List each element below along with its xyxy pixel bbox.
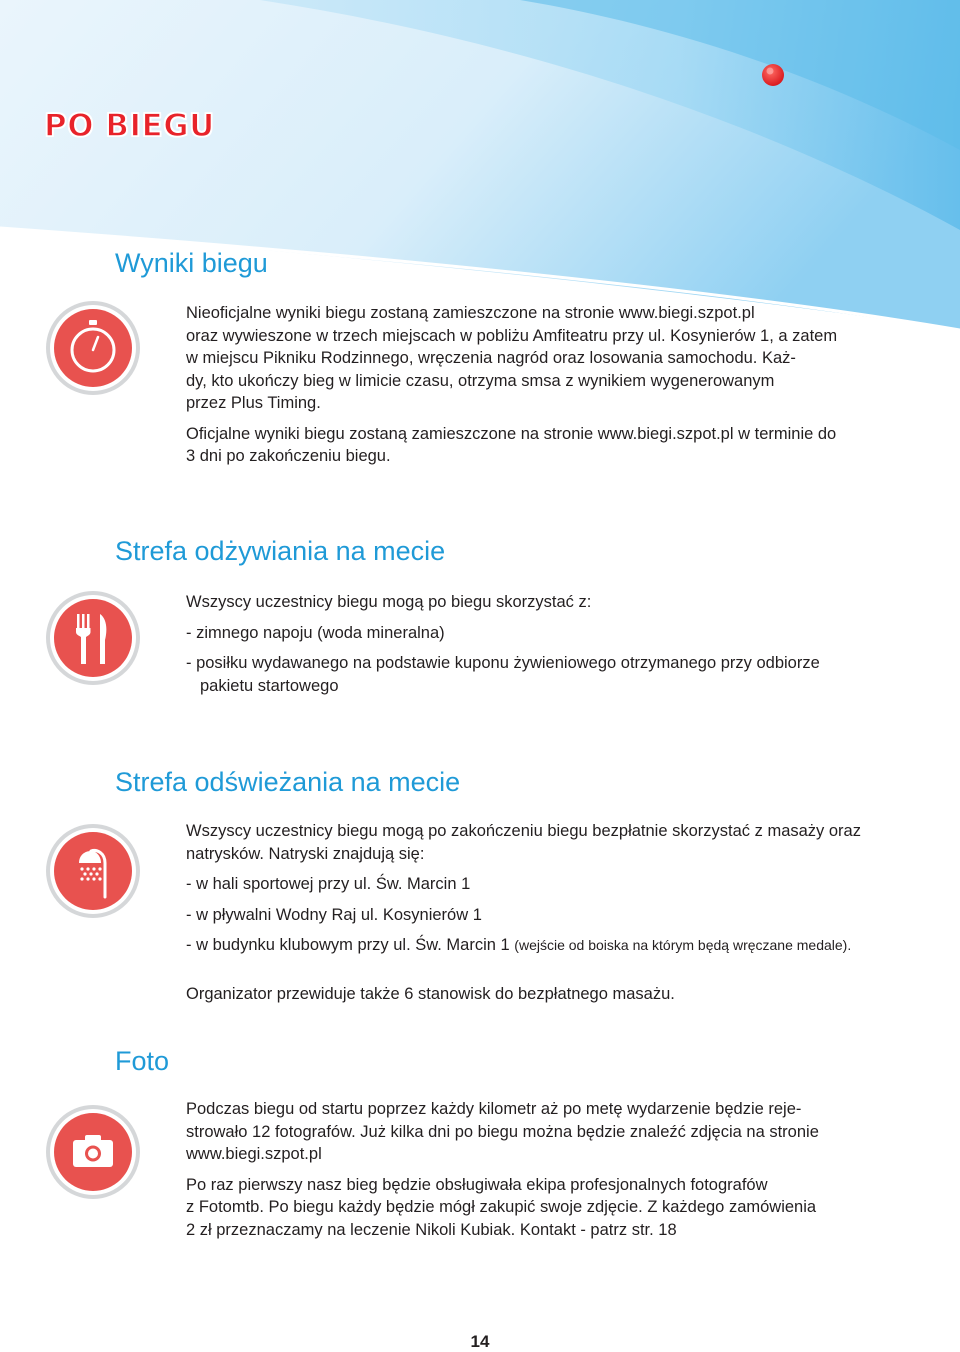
wyniki-official-line-2: 3 dni po zakończeniu biegu.: [186, 447, 391, 465]
odswiezanie-intro-line-1: Wszyscy uczestnicy biegu mogą po zakończeniu biegu bezpłatnie skorzystać z masaży oraz: [186, 822, 861, 840]
wyniki-line-2: oraz wywieszone w trzech miejscach w pobliżu Amfiteatru przy ul. Kosynierów 1, a zatem: [186, 326, 838, 345]
odswiezanie-intro-line-2: natrysków. Natryski znajdują się:: [186, 844, 425, 863]
section-heading-foto: Foto: [115, 1046, 170, 1076]
odzywianie-item-2: - posiłku wydawanego na podstawie kuponu żywieniowego otrzymanego przy odbiorze: [186, 654, 820, 672]
shower-icon: [45, 823, 141, 919]
wyniki-line-1: Nieoficjalne wyniki biegu zostaną zamieszczone na stronie www.biegi.szpot.pl: [186, 304, 755, 322]
red-dot-decoration: [762, 64, 784, 86]
header-banner: [0, 0, 960, 330]
wyniki-line-3: w miejscu Pikniku Rodzinnego, wręczenia nagród oraz losowania samochodu. Każ-: [186, 349, 796, 367]
fork-knife-icon: [45, 590, 141, 686]
odzywianie-text: [186, 591, 916, 697]
odswiezanie-item-1: - w hali sportowej przy ul. Św. Marcin 1: [186, 875, 471, 893]
foto-p2-line-3: 2 zł przeznaczamy na leczenie Nikoli Kubiak. Kontakt - patrz str. 18: [186, 1220, 677, 1239]
page-title: PO BIEGU: [44, 108, 215, 144]
foto-p2-line-2: z Fotomtb. Po biegu każdy będzie mógł zakupić swoje zdjęcie. Z każdego zamówienia: [186, 1198, 817, 1216]
odswiezanie-item-3: [186, 934, 916, 957]
odswiezanie-item-2: - w pływalni Wodny Raj ul. Kosynierów 1: [186, 905, 482, 924]
wyniki-line-4: dy, kto ukończy bieg w limicie czasu, otrzyma smsa z wynikiem wygenerowanym: [186, 371, 775, 390]
odswiezanie-massage: Organizator przewiduje także 6 stanowisk do bezpłatnego masażu.: [186, 984, 675, 1003]
foto-text: [186, 1098, 916, 1241]
section-heading-odzywianie: Strefa odżywiania na mecie: [115, 536, 446, 566]
foto-link[interactable]: www.biegi.szpot.pl: [186, 1145, 322, 1163]
foto-p2-line-1: Po raz pierwszy nasz bieg będzie obsługiwała ekipa profesjonalnych fotografów: [186, 1175, 768, 1194]
wyniki-official-line-1: Oficjalne wyniki biegu zostaną zamieszczone na stronie www.biegi.szpot.pl w terminie do: [186, 424, 837, 443]
odzywianie-item-2-cont: pakietu startowego: [200, 676, 339, 695]
odzywianie-intro: Wszyscy uczestnicy biegu mogą po biegu skorzystać z:: [186, 593, 592, 611]
odswiezanie-text: [186, 820, 916, 1005]
section-heading-wyniki: Wyniki biegu: [115, 248, 268, 278]
odzywianie-item-1: - zimnego napoju (woda mineralna): [186, 623, 445, 642]
stopwatch-icon: [45, 300, 141, 396]
section-heading-odswiezanie: Strefa odświeżania na mecie: [115, 767, 461, 797]
foto-line-1: Podczas biegu od startu poprzez każdy kilometr aż po metę wydarzenie będzie reje-: [186, 1100, 802, 1118]
wyniki-line-5: przez Plus Timing.: [186, 394, 321, 412]
odswiezanie-item-3-text: - w budynku klubowym przy ul. Św. Marcin 1: [186, 936, 510, 954]
wyniki-text: [186, 302, 916, 468]
odswiezanie-item-3-note: (wejście od boiska na którym będą wręczane medale).: [514, 937, 852, 953]
camera-icon: [45, 1104, 141, 1200]
page-number: 14: [470, 1332, 490, 1351]
foto-line-2: strowało 12 fotografów. Już kilka dni po biegu można będzie znaleźć zdjęcia na stronie: [186, 1122, 819, 1141]
